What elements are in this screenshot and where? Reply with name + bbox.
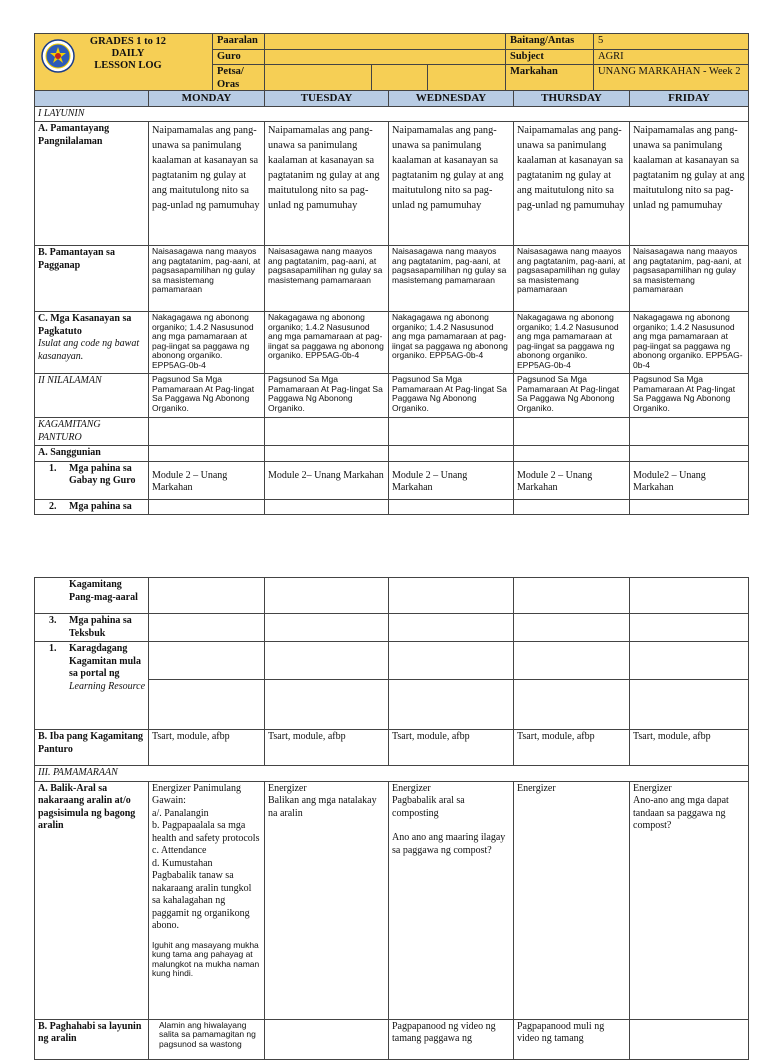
- cell-line: Pagbabalik aral sa composting: [392, 795, 465, 819]
- paghahabi-cell-wednesday[interactable]: Pagpapanood ng video ng tamang paggawa ng: [389, 1019, 514, 1059]
- empty-cell[interactable]: [149, 642, 265, 680]
- guro-value[interactable]: [265, 49, 506, 65]
- pamamaraan-heading: III. PAMAMARAAN: [35, 766, 749, 782]
- cell-line: Energizer: [392, 782, 431, 794]
- empty-cell[interactable]: [389, 499, 514, 515]
- nilalaman-heading: II NILALAMAN: [35, 374, 149, 418]
- kasanayan-label: C. Mga Kasanayan sa Pagkatuto: [38, 313, 132, 337]
- kagamitang-label-top-cell: [35, 499, 149, 515]
- title-line-3: LESSON LOG: [94, 60, 162, 71]
- cell-line: Ano-ano ang mga dapat tandaan sa paggawa ng compost?: [633, 795, 729, 831]
- pamantayan-sa-pagganap-label: B. Pamantayan sa Pagganap: [35, 246, 149, 312]
- cell-line: Balikan ang mga natalakay na aralin: [268, 795, 377, 819]
- petsa-label: Petsa/ Oras: [213, 65, 265, 93]
- day-tuesday: TUESDAY: [265, 91, 389, 107]
- b-cell-tuesday[interactable]: Naisasagawa nang maayos ang pagtatanim, pag-aani, at pagsasapamilihan ng gulay sa masistemang pamamaraan: [265, 246, 389, 312]
- baitang-value[interactable]: 5: [594, 34, 749, 50]
- c-cell-monday[interactable]: Nakagagawa ng abonong organiko; 1.4.2 Nasusunod ang mga pamamaraan at pag-iingat sa paggawa ng abonong organiko. EPP5AG-0b-4: [149, 312, 265, 374]
- empty-cell[interactable]: [265, 418, 389, 446]
- empty-cell[interactable]: [265, 614, 389, 642]
- sanggunian-label: A. Sanggunian: [35, 446, 149, 462]
- cell-line: Pagbabalik tanaw sa nakaraang aralin tungkol sa kahalagahan ng paggamit ng organikong abono.: [152, 870, 252, 931]
- empty-cell[interactable]: [149, 578, 265, 614]
- nilalaman-cell-tuesday[interactable]: Pagsunod Sa Mga Pamamaraan At Pag-Iingat Sa Paggawa Ng Abonong Organiko.: [265, 374, 389, 418]
- markahan-value[interactable]: UNANG MARKAHAN - Week 2: [594, 65, 749, 93]
- empty-cell[interactable]: [630, 446, 749, 462]
- nilalaman-cell-thursday[interactable]: Pagsunod Sa Mga Pamamaraan At Pag-Iingat Sa Paggawa Ng Abonong Organiko.: [514, 374, 630, 418]
- doc-title: [83, 36, 173, 72]
- karagdagang-label-cell: [35, 642, 149, 730]
- balik-cell-tuesday[interactable]: [265, 781, 389, 1019]
- b-cell-thursday[interactable]: Naisasagawa nang maayos ang pagtatanim, pag-aani, at pagsasapamilihan ng gulay sa masistemang pamamaraan: [514, 246, 630, 312]
- karagdagang-note: Learning Resource: [69, 680, 146, 692]
- empty-cell[interactable]: [149, 614, 265, 642]
- empty-cell[interactable]: [265, 680, 389, 730]
- table-row: [35, 122, 749, 246]
- title-line-1: GRADES 1 to 12: [89, 36, 167, 47]
- balik-cell-friday[interactable]: [630, 781, 749, 1019]
- empty-cell[interactable]: [514, 418, 630, 446]
- petsa-value-3[interactable]: [428, 65, 506, 93]
- iba-pang-kagamitan-label: B. Iba pang Kagamitang Panturo: [35, 730, 149, 766]
- item-number: 2.: [49, 500, 57, 512]
- cell-line: Ano ano ang maaring ilagay sa paggawa ng compost?: [392, 832, 506, 856]
- balik-cell-wednesday[interactable]: [389, 781, 514, 1019]
- empty-cell[interactable]: [149, 499, 265, 515]
- empty-cell[interactable]: [514, 642, 630, 680]
- table-row: [35, 461, 749, 499]
- cell-line: Energizer: [633, 782, 672, 794]
- paghahabi-cell-thursday[interactable]: Pagpapanood muli ng video ng tamang: [514, 1019, 630, 1059]
- cell-line: d. Kumustahan: [152, 857, 213, 869]
- empty-cell[interactable]: [389, 578, 514, 614]
- header-table: [34, 33, 749, 93]
- iba-cell-thursday[interactable]: Tsart, module, afbp: [514, 730, 630, 766]
- gabay-cell-tuesday[interactable]: Module 2– Unang Markahan: [265, 461, 389, 499]
- day-friday: FRIDAY: [630, 91, 749, 107]
- c-cell-wednesday[interactable]: Nakagagawa ng abonong organiko; 1.4.2 Nasusunod ang mga pamamaraan at pag-iingat sa paggawa ng abonong organiko. EPP5AG-0b-4: [389, 312, 514, 374]
- paghahabi-label: B. Paghahabi sa layunin ng aralin: [35, 1019, 149, 1059]
- empty-cell[interactable]: [389, 642, 514, 680]
- b-cell-wednesday[interactable]: Naisasagawa nang maayos ang pagtatanim, pag-aani, at pagsasapamilihan ng gulay sa masistemang pamamaraan: [389, 246, 514, 312]
- title-line-2: DAILY: [111, 48, 145, 59]
- empty-cell[interactable]: [630, 614, 749, 642]
- nilalaman-cell-wednesday[interactable]: Pagsunod Sa Mga Pamamaraan At Pag-Iingat Sa Paggawa Ng Abonong Organiko.: [389, 374, 514, 418]
- table-row: [35, 374, 749, 418]
- c-cell-friday[interactable]: Nakagagawa ng abonong organiko; 1.4.2 Nasusunod ang mga pamamaraan at pag-iingat sa paggawa ng abonong organiko. EPP5AG-0b-4: [630, 312, 749, 374]
- kagamitang-label-bottom: Kagamitang Pang-mag-aaral: [35, 578, 149, 614]
- karagdagang-label: Karagdagang Kagamitan mula sa portal ng: [69, 643, 141, 679]
- empty-cell[interactable]: [630, 1019, 749, 1059]
- balik-cell-thursday[interactable]: [514, 781, 630, 1019]
- table-row: [35, 730, 749, 766]
- kag-label-top: Mga pahina sa: [69, 500, 132, 512]
- iba-cell-tuesday[interactable]: Tsart, module, afbp: [265, 730, 389, 766]
- empty-cell[interactable]: [514, 499, 630, 515]
- iba-cell-friday[interactable]: Tsart, module, afbp: [630, 730, 749, 766]
- table-row: [35, 312, 749, 374]
- deped-seal-icon: [41, 39, 75, 73]
- petsa-value-2[interactable]: [372, 65, 428, 93]
- empty-cell[interactable]: [514, 614, 630, 642]
- empty-cell[interactable]: [389, 418, 514, 446]
- lesson-table-part-2: [34, 577, 749, 1060]
- kasanayan-label-cell: [35, 312, 149, 374]
- markahan-label: Markahan: [506, 65, 594, 93]
- nilalaman-cell-monday[interactable]: Pagsunod Sa Mga Pamamaraan At Pag-Iingat Sa Paggawa Ng Abonong Organiko.: [149, 374, 265, 418]
- layunin-heading: I LAYUNIN: [35, 106, 749, 122]
- day-monday: MONDAY: [149, 91, 265, 107]
- c-cell-thursday[interactable]: Nakagagawa ng abonong organiko; 1.4.2 Nasusunod ang mga pamamaraan at pag-iingat sa paggawa ng abonong organiko. EPP5AG-0b-4: [514, 312, 630, 374]
- gabay-cell-monday[interactable]: Module 2 – Unang Markahan: [149, 461, 265, 499]
- empty-cell[interactable]: [265, 1019, 389, 1059]
- cell-line: Energizer: [517, 782, 556, 794]
- balik-aral-label: A. Balik-Aral sa nakaraang aralin at/o pagsisimula ng bagong aralin: [35, 781, 149, 1019]
- day-thursday: THURSDAY: [514, 91, 630, 107]
- kasanayan-note: Isulat ang code ng bawat kasanayan.: [38, 338, 140, 362]
- item-number: 1.: [49, 462, 57, 474]
- gabay-label: Mga pahina sa Gabay ng Guro: [69, 462, 136, 486]
- item-number: 3.: [49, 615, 57, 626]
- lesson-table-part-1: [34, 90, 749, 515]
- c-cell-tuesday[interactable]: Nakagagawa ng abonong organiko; 1.4.2 Nasusunod ang mga pamamaraan at pag-iingat sa paggawa ng abonong organiko. EPP5AG-0b-4: [265, 312, 389, 374]
- kagamitan-heading: KAGAMITANG PANTURO: [35, 418, 149, 446]
- empty-cell[interactable]: [149, 680, 265, 730]
- day-header-row: [35, 91, 749, 107]
- subject-label: Subject: [506, 49, 594, 65]
- a-cell-monday[interactable]: Naipamamalas ang pang-unawa sa panimulang kaalaman at kasanayan sa pagtatanim ng gulay at ang maitutulong nito sa pag-unlad ng pamumuhay: [149, 122, 265, 246]
- cell-line: Energizer: [268, 782, 307, 794]
- a-cell-thursday[interactable]: Naipamamalas ang pang-unawa sa panimulang kaalaman at kasanayan sa pagtatanim ng gulay at ang maitutulong nito sa pag-unlad ng pamumuhay: [514, 122, 630, 246]
- paghahabi-cell-monday[interactable]: Alamin ang hiwalayang salita sa pamamagitan ng pagsunod sa wastong: [149, 1019, 265, 1059]
- empty-cell[interactable]: [630, 680, 749, 730]
- cell-line: c. Attendance: [152, 845, 207, 856]
- guro-label: Guro: [213, 49, 265, 65]
- empty-cell[interactable]: [389, 446, 514, 462]
- b-cell-friday[interactable]: Naisasagawa nang maayos ang pagtatanim, pag-aani, at pagsasapamilihan ng gulay sa masistemang pamamaraan: [630, 246, 749, 312]
- table-row: [35, 1019, 749, 1059]
- paaralan-value[interactable]: [265, 34, 506, 50]
- empty-cell[interactable]: [149, 418, 265, 446]
- cell-line: Energizer Panimulang Gawain:: [152, 782, 241, 806]
- empty-cell[interactable]: [514, 578, 630, 614]
- table-row: [35, 781, 749, 1019]
- nilalaman-cell-friday[interactable]: Pagsunod Sa Mga Pamamaraan At Pag-Iingat Sa Paggawa Ng Abonong Organiko.: [630, 374, 749, 418]
- gabay-cell-wednesday[interactable]: Module 2 – Unang Markahan: [389, 461, 514, 499]
- empty-cell[interactable]: [265, 642, 389, 680]
- empty-cell[interactable]: [265, 446, 389, 462]
- baitang-label: Baitang/Antas: [506, 34, 594, 50]
- item-number: 1.: [49, 643, 57, 654]
- iba-cell-wednesday[interactable]: Tsart, module, afbp: [389, 730, 514, 766]
- a-cell-wednesday[interactable]: Naipamamalas ang pang-unawa sa panimulang kaalaman at kasanayan sa pagtatanim ng gulay at ang maitutulong nito sa pag-unlad ng pamumuhay: [389, 122, 514, 246]
- corner-cell: [35, 91, 149, 107]
- gabay-label-cell: [35, 461, 149, 499]
- b-cell-monday[interactable]: Naisasagawa nang maayos ang pagtatanim, pag-aani, at pagsasapamilihan ng gulay sa masistemang pamamaraan: [149, 246, 265, 312]
- table-row: [35, 246, 749, 312]
- teksbuk-label-cell: [35, 614, 149, 642]
- balik-cell-monday[interactable]: [149, 781, 265, 1019]
- empty-cell[interactable]: [630, 418, 749, 446]
- empty-cell[interactable]: [389, 680, 514, 730]
- gabay-cell-thursday[interactable]: Module 2 – Unang Markahan: [514, 461, 630, 499]
- cell-line: a/. Panalangin: [152, 807, 209, 819]
- empty-cell[interactable]: [514, 446, 630, 462]
- empty-cell[interactable]: [630, 642, 749, 680]
- empty-cell[interactable]: [265, 578, 389, 614]
- empty-cell[interactable]: [389, 614, 514, 642]
- iba-cell-monday[interactable]: Tsart, module, afbp: [149, 730, 265, 766]
- empty-cell[interactable]: [630, 499, 749, 515]
- teksbuk-label: Mga pahina sa Teksbuk: [69, 615, 132, 639]
- logo-cell: [35, 34, 213, 93]
- gabay-cell-friday[interactable]: Module2 – Unang Markahan: [630, 461, 749, 499]
- cell-line: b. Pagpapaalala sa mga health and safety protocols: [152, 820, 260, 844]
- empty-cell[interactable]: [149, 446, 265, 462]
- paaralan-label: Paaralan: [213, 34, 265, 50]
- empty-cell[interactable]: [514, 680, 630, 730]
- empty-cell[interactable]: [630, 578, 749, 614]
- day-wednesday: WEDNESDAY: [389, 91, 514, 107]
- petsa-value[interactable]: [265, 65, 372, 93]
- a-cell-tuesday[interactable]: Naipamamalas ang pang-unawa sa panimulang kaalaman at kasanayan sa pagtatanim ng gulay at ang maitutulong nito sa pag-unlad ng pamumuhay: [265, 122, 389, 246]
- empty-cell[interactable]: [265, 499, 389, 515]
- a-cell-friday[interactable]: Naipamamalas ang pang-unawa sa panimulang kaalaman at kasanayan sa pagtatanim ng gulay at ang maitutulong nito sa pag-unlad ng pamumuhay: [630, 122, 749, 246]
- pamantayang-pangnilalaman-label: A. Pamantayang Pangnilalaman: [35, 122, 149, 246]
- cell-note: Iguhit ang masayang mukha kung tama ang pahayag at malungkot na mukha naman kung hindi.: [152, 939, 260, 978]
- subject-value[interactable]: AGRI: [594, 49, 749, 65]
